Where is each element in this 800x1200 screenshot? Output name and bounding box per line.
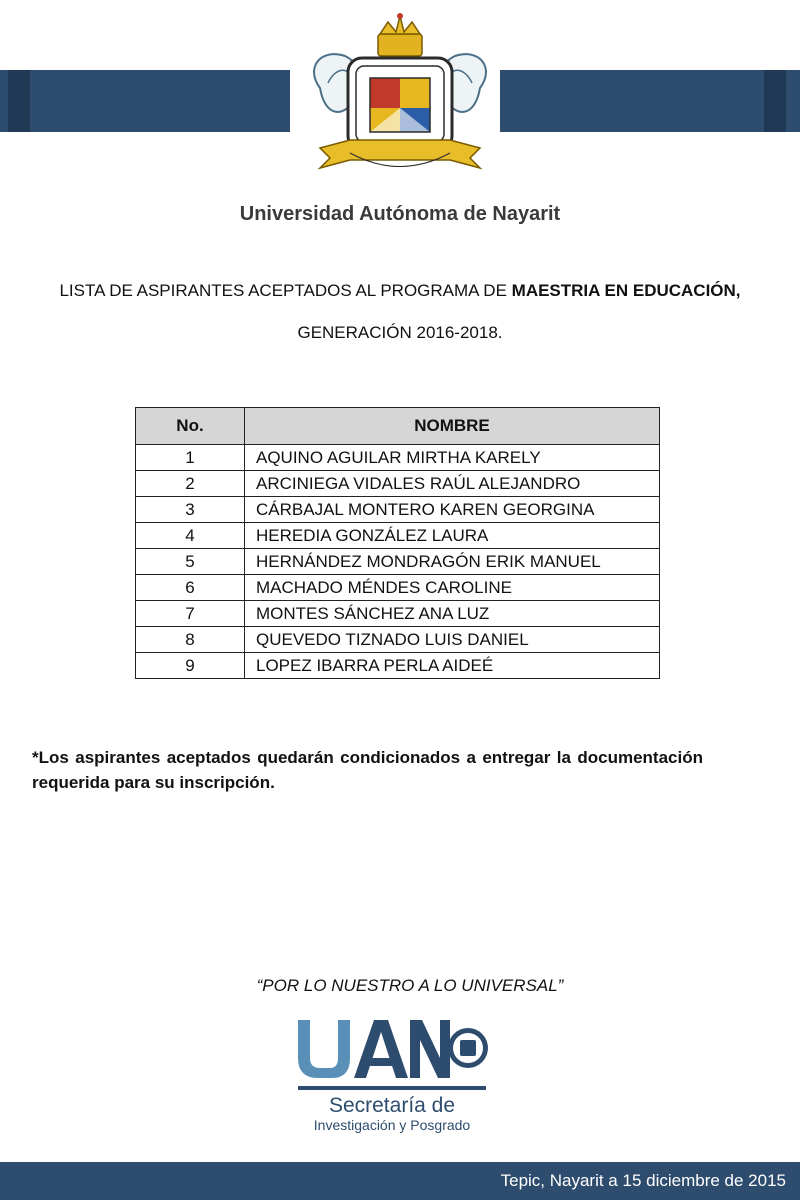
header-band-shade — [764, 70, 786, 132]
table-row — [136, 601, 660, 627]
table-row — [136, 445, 660, 471]
row-number: 2 — [136, 471, 245, 497]
applicant-name: MACHADO MÉNDES CAROLINE — [245, 575, 660, 601]
row-number: 5 — [136, 549, 245, 575]
applicant-name: CÁRBAJAL MONTERO KAREN GEORGINA — [245, 497, 660, 523]
applicant-name: AQUINO AGUILAR MIRTHA KARELY — [245, 445, 660, 471]
uan-research-logo — [292, 1014, 492, 1134]
conditions-note: *Los aspirantes aceptados quedarán condicionados a entregar la documentación requerida para su inscripción. — [32, 748, 703, 792]
logo-line2: Investigación y Posgrado — [313, 1117, 471, 1133]
row-number: 9 — [136, 653, 245, 679]
row-number: 7 — [136, 601, 245, 627]
applicant-name: QUEVEDO TIZNADO LUIS DANIEL — [245, 627, 660, 653]
column-header-number: No. — [136, 408, 245, 445]
table-row — [136, 627, 660, 653]
university-crest-icon — [300, 8, 500, 188]
generation-title: GENERACIÓN 2016-2018. — [297, 323, 503, 342]
logo-line1: Secretaría de — [328, 1094, 456, 1117]
applicant-name: LOPEZ IBARRA PERLA AIDEÉ — [245, 653, 660, 679]
footer-band — [0, 1162, 800, 1200]
table-row — [136, 549, 660, 575]
header-band-left — [0, 70, 290, 132]
row-number: 3 — [136, 497, 245, 523]
row-number: 1 — [136, 445, 245, 471]
university-name: Universidad Autónoma de Nayarit — [239, 203, 561, 225]
table-row — [136, 523, 660, 549]
header-band-right — [500, 70, 800, 132]
issue-date: Tepic, Nayarit a 15 diciembre de 2015 — [500, 1171, 786, 1190]
table-row — [136, 575, 660, 601]
applicant-name: ARCINIEGA VIDALES RAÚL ALEJANDRO — [245, 471, 660, 497]
university-motto: “POR LO NUESTRO A LO UNIVERSAL” — [256, 976, 564, 995]
applicant-name: HEREDIA GONZÁLEZ LAURA — [245, 523, 660, 549]
table-header-row — [136, 408, 660, 445]
applicant-name: HERNÁNDEZ MONDRAGÓN ERIK MANUEL — [245, 549, 660, 575]
program-name: MAESTRIA EN EDUCACIÓN, — [511, 281, 741, 300]
row-number: 6 — [136, 575, 245, 601]
table-row — [136, 497, 660, 523]
column-header-name: NOMBRE — [245, 408, 660, 445]
table-row — [136, 471, 660, 497]
admitted-applicants-table — [135, 407, 660, 679]
header-band-shade — [8, 70, 30, 132]
list-title — [0, 281, 800, 301]
row-number: 8 — [136, 627, 245, 653]
list-title-prefix: LISTA DE ASPIRANTES ACEPTADOS AL PROGRAMA DE — [59, 281, 512, 300]
applicant-name: MONTES SÁNCHEZ ANA LUZ — [245, 601, 660, 627]
row-number: 4 — [136, 523, 245, 549]
table-row — [136, 653, 660, 679]
